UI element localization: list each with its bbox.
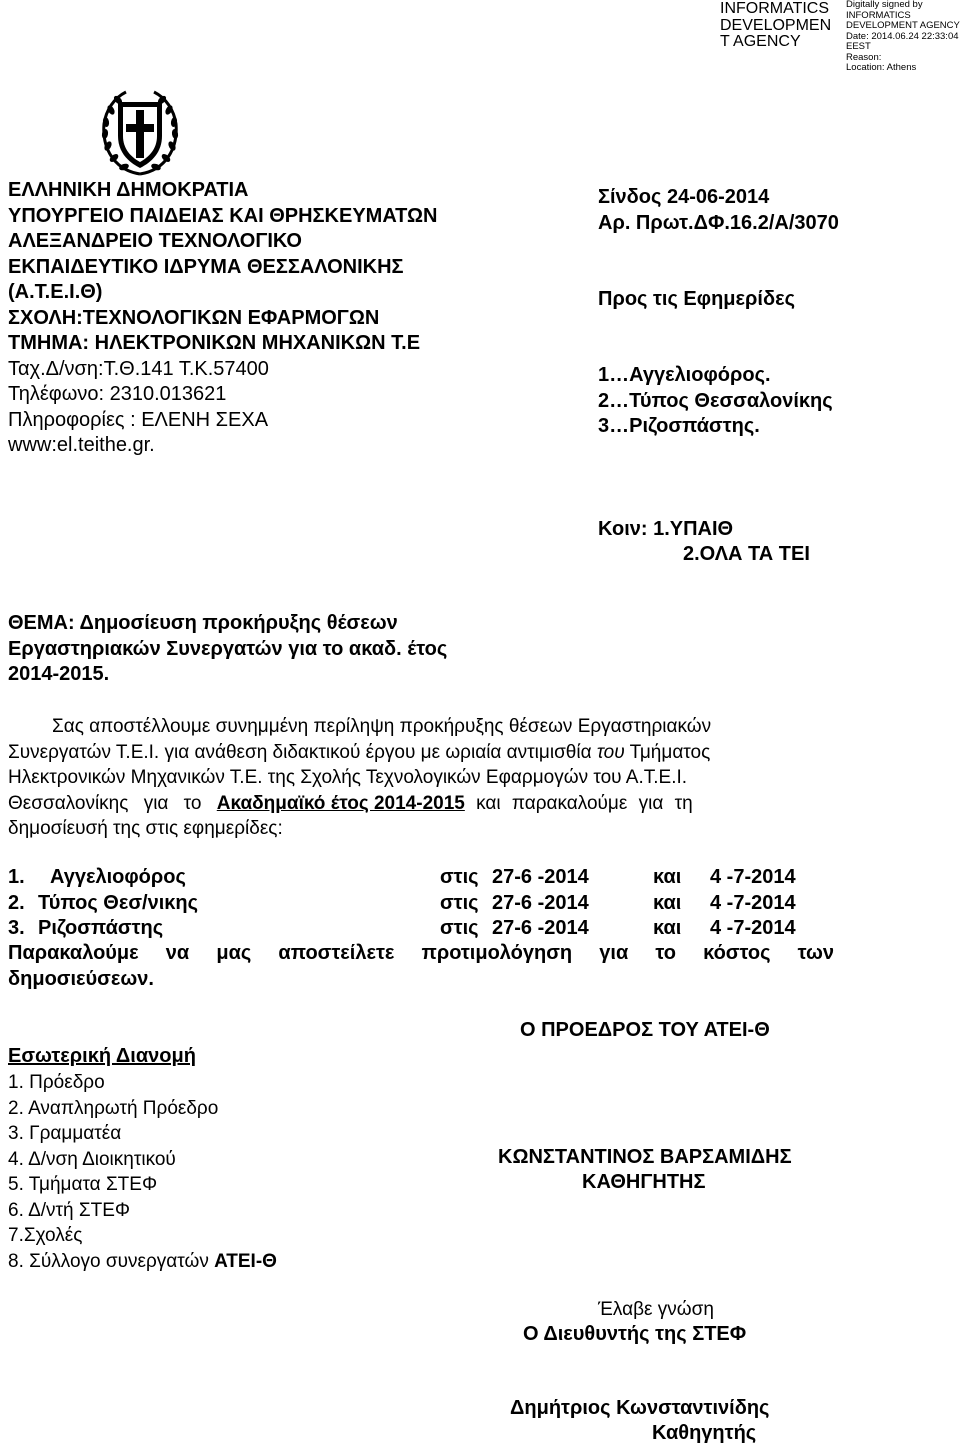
second-date: 4 -7-2014 [710, 866, 796, 888]
header-line: Ταχ.Δ/νση:Τ.Θ.141 Τ.Κ.57400 [8, 357, 269, 380]
distribution-item: 3. Γραμματέα [8, 1123, 122, 1144]
body-line: δημοσίευσή της στις εφημερίδες: [8, 818, 283, 839]
header-line: www:el.teithe.gr. [8, 434, 155, 456]
distribution-title: Εσωτερική Διανομή [8, 1045, 196, 1067]
publication-table [8, 865, 828, 942]
distribution-item: 6. Δ/ντή ΣΤΕΦ [8, 1199, 131, 1221]
distribution-item: 7.Σχολές [8, 1225, 83, 1246]
first-date: 27-6 -2014 [492, 917, 589, 939]
newspaper-name: Ριζοσπάστης [38, 917, 164, 939]
received-note: Έλαβε γνώση [598, 1299, 714, 1320]
header-line: ΣΧΟΛΗ:ΤΕΧΝΟΛΟΓΙΚΩΝ ΕΦΑΡΜΟΓΩΝ [8, 306, 380, 329]
row-number: 3. [8, 917, 25, 939]
second-date: 4 -7-2014 [710, 917, 796, 939]
and-word: και [653, 891, 682, 914]
row-number: 2. [8, 891, 25, 914]
body-line: Ηλεκτρονικών Μηχανικών Τ.Ε. της Σχολής Τεχνολογικών Εφαρμογών του Α.Τ.Ε.Ι. [8, 767, 688, 788]
body-paragraph [8, 714, 838, 842]
distribution-item: 1. Πρόεδρο [8, 1072, 105, 1093]
distribution-list [8, 1070, 277, 1274]
signature-name: INFORMATICS DEVELOPMEN T AGENCY [720, 0, 832, 50]
sender-header [8, 178, 437, 459]
newspaper-name: Αγγελιοφόρος [50, 866, 186, 888]
table-row [8, 865, 828, 891]
distribution-item: 5. Τμήματα ΣΤΕΦ [8, 1174, 158, 1195]
academic-year: Ακαδημαϊκό έτος 2014-2015 [216, 792, 465, 814]
table-row [8, 916, 828, 942]
request-line: Παρακαλούμε να μας αποστείλετε προτιμολόγηση για το κόστος των [8, 942, 834, 964]
header-line: ΕΚΠΑΙΔΕΥΤΙΚΟ ΙΔΡΥΜΑ ΘΕΣΣΑΛΟΝΙΚΗΣ [8, 255, 404, 278]
digital-signature [720, 0, 960, 73]
header-line: ΤΜΗΜΑ: ΗΛΕΚΤΡΟΝΙΚΩΝ ΜΗΧΑΝΙΚΩΝ Τ.Ε [8, 332, 421, 354]
newspaper-name: Τύπος Θεσ/νικης [38, 891, 199, 914]
on-word: στις [440, 917, 479, 939]
director-role: Καθηγητής [652, 1422, 757, 1444]
header-line: Πληροφορίες : ΕΛΕΝΗ ΣΕΧΑ [8, 408, 269, 431]
body-line: Θεσσαλονίκης για το Ακαδημαϊκό έτος 2014-2015 και παρακαλούμε για τη [8, 792, 693, 814]
coat-of-arms-emblem [96, 86, 184, 178]
recipients-list [598, 363, 833, 440]
header-line: ΥΠΟΥΡΓΕΙΟ ΠΑΙΔΕΙΑΣ ΚΑΙ ΘΡΗΣΚΕΥΜΑΤΩΝ [8, 204, 438, 227]
second-date: 4 -7-2014 [710, 891, 796, 914]
table-row [8, 891, 828, 917]
director-name: Δημήτριος Κωνσταντινίδης [510, 1397, 770, 1419]
header-line: ΕΛΛΗΝΙΚΗ ΔΗΜΟΚΡΑΤΙΑ [8, 179, 249, 201]
on-word: στις [440, 891, 479, 914]
president-name: ΚΩΝΣΤΑΝΤΙΝΟΣ ΒΑΡΣΑΜΙΔΗΣ [498, 1146, 792, 1168]
quote-request [8, 941, 834, 992]
row-number: 1. [8, 866, 25, 888]
distribution-item: 8. Σύλλογο συνεργατών ΑΤΕΙ-Θ [8, 1250, 277, 1272]
first-date: 27-6 -2014 [492, 891, 589, 914]
protocol-number: Αρ. Πρωτ.ΔΦ.16.2/Α/3070 [598, 212, 839, 234]
header-line: ΑΛΕΞΑΝΔΡΕΙΟ ΤΕΧΝΟΛΟΓΙΚΟ [8, 230, 302, 252]
distribution-item: 4. Δ/νση Διοικητικού [8, 1148, 176, 1170]
body-line: Σας αποστέλλουμε συνημμένη περίληψη προκήρυξης θέσεων Εργαστηριακών [52, 716, 712, 737]
date-line: Σίνδος 24-06-2014 [598, 186, 770, 208]
request-line: δημοσιεύσεων. [8, 967, 154, 990]
subject-line: Εργαστηριακών Συνεργατών για το ακαδ. έτος [8, 637, 448, 660]
first-date: 27-6 -2014 [492, 866, 589, 888]
subject-line: 2014-2015. [8, 663, 110, 685]
distribution-item: 2. Αναπληρωτή Πρόεδρο [8, 1097, 219, 1119]
recipient-item: 1…Αγγελιοφόρος. [598, 364, 771, 386]
recipient-item: 2…Τύπος Θεσσαλονίκης [598, 389, 833, 412]
on-word: στις [440, 866, 479, 888]
and-word: και [653, 917, 682, 939]
cc-label: Κοιν: 1.ΥΠΑΙΘ [598, 518, 734, 540]
subject [8, 611, 447, 688]
subject-line: ΘΕΜΑ: Δημοσίευση προκήρυξης θέσεων [8, 612, 398, 634]
director-title: Ο Διευθυντής της ΣΤΕΦ [523, 1323, 747, 1345]
recipients-label: Προς τις Εφημερίδες [598, 288, 795, 310]
cc-second: 2.ΟΛΑ ΤΑ ΤΕΙ [683, 543, 810, 565]
president-role: ΚΑΘΗΓΗΤΗΣ [582, 1171, 706, 1193]
body-line: Συνεργατών Τ.Ε.Ι. για ανάθεση διδακτικού έργου με ωριαία αντιμισθία του Τμήματος [8, 741, 711, 763]
signature-details: Digitally signed by INFORMATICS DEVELOPMENT AGENCY Date: 2014.06.24 22:33:04 EEST Reason: Location: Athens [846, 0, 960, 73]
and-word: και [653, 866, 682, 888]
header-line: Τηλέφωνο: 2310.013621 [8, 383, 227, 405]
emblem-icon [96, 86, 184, 178]
header-line: (Α.Τ.Ε.Ι.Θ) [8, 281, 103, 303]
president-title: Ο ΠΡΟΕΔΡΟΣ ΤΟΥ ΑΤΕΙ-Θ [520, 1019, 770, 1041]
recipient-item: 3…Ριζοσπάστης. [598, 415, 760, 437]
